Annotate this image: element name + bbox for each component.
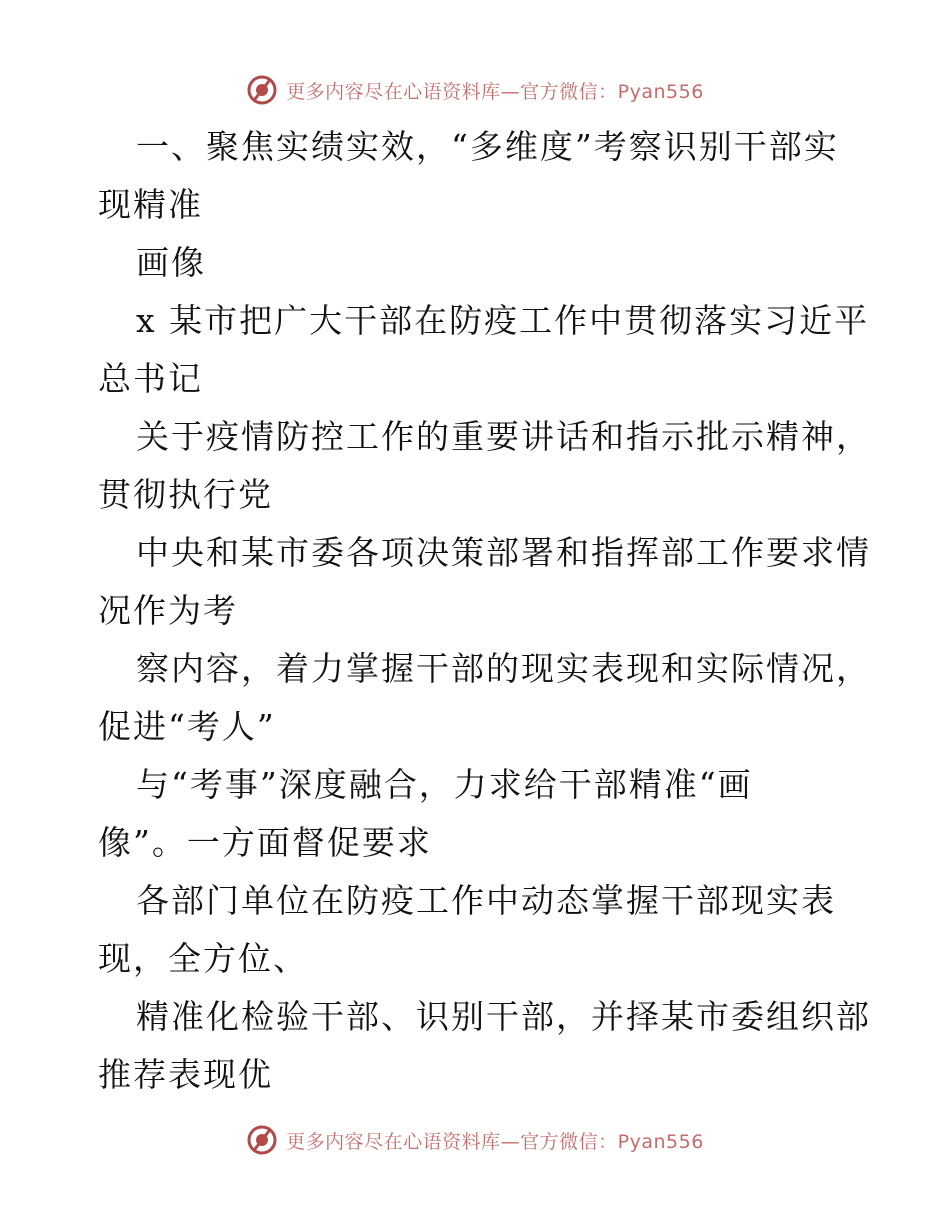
body-line: 总书记: [98, 359, 203, 398]
body-line: 推荐表现优: [98, 1055, 273, 1094]
body-line: 精准化检验干部、识别干部，并择某市委组织部: [136, 997, 871, 1036]
seal-logo-icon: [246, 1124, 278, 1156]
body-line: 一、聚焦实绩实效，“多维度”考察识别干部实: [136, 127, 839, 166]
body-line: 察内容，着力掌握干部的现实表现和实际情况，: [136, 649, 871, 688]
body-line: 况作为考: [98, 591, 238, 630]
body-line: 中央和某市委各项决策部署和指挥部工作要求情: [136, 533, 871, 572]
footer-banner: [0, 1120, 950, 1160]
seal-logo-icon: [246, 74, 278, 106]
body-line: x 某市把广大干部在防疫工作中贯彻落实习近平: [136, 301, 870, 340]
body-line: 各部门单位在防疫工作中动态掌握干部现实表: [136, 881, 836, 920]
body-line: 贯彻执行党: [98, 475, 273, 514]
header-banner-text: 更多内容尽在心语资料库—官方微信：Pyan556: [286, 80, 704, 103]
body-line: 现，全方位、: [98, 939, 308, 978]
footer-banner-text: 更多内容尽在心语资料库—官方微信：Pyan556: [286, 1130, 704, 1153]
body-line: 与“考事”深度融合，力求给干部精准“画: [136, 765, 753, 804]
body-line: 像”。一方面督促要求: [98, 823, 432, 862]
body-line: 促进“考人”: [98, 707, 276, 746]
body-line: 关于疫情防控工作的重要讲话和指示批示精神，: [136, 417, 871, 456]
header-banner: [0, 70, 950, 110]
body-line: 现精准: [98, 185, 203, 224]
body-line: 画像: [136, 243, 206, 282]
document-body: [98, 118, 871, 1104]
